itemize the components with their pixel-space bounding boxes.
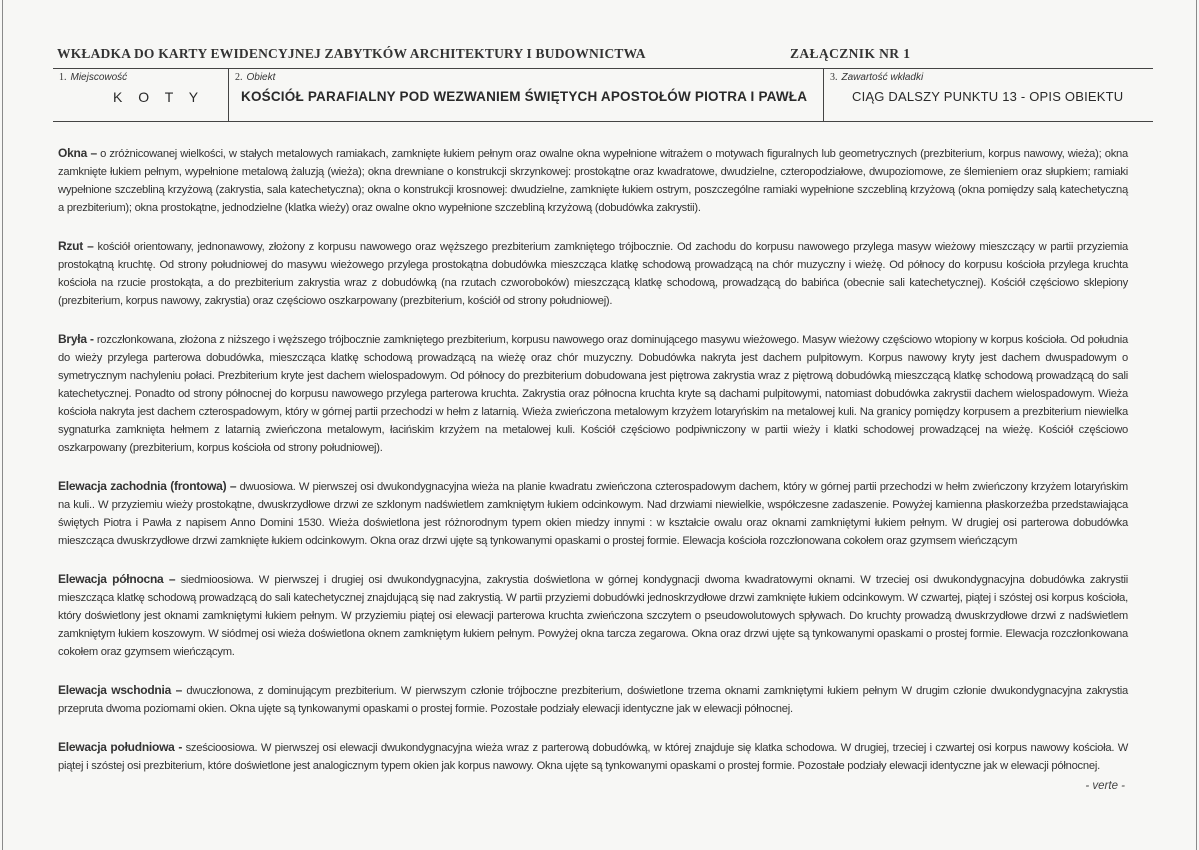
document-title: WKŁADKA DO KARTY EWIDENCYJNEJ ZABYTKÓW ARCHITEKTURY I BUDOWNICTWA <box>57 46 646 61</box>
attachment-label: ZAŁĄCZNIK NR 1 <box>790 46 911 61</box>
section-heading: Elewacja południowa - <box>58 740 183 754</box>
section-heading: Okna – <box>58 146 97 160</box>
section-text: kościół orientowany, jednonawowy, złożony z korpusu nawowego oraz węższego prezbiterium zamkniętego trójbocznie. Od zachodu do korpusu nawowego przylega masyw wieżowy mieszczący w partii przyziemia prostokątną kruchtę. Od strony południowej do masywu wieżowego przylega prostokątna dobudówka mieszcząca klatkę schodową prowadzącą na chór muzyczny i wieżę. Od północy do korpusu kościoła przylega kruchta kościoła na rzucie prostokąta, a do prezbiterium zakrystia wraz z dobudówką (na rzutach czworoboków) mieszczącą klatkę schodową, prowadzącą do babińca (obecnie sali katechetycznej). Kościół częściowo sklepiony (prezbiterium, korpus nawowy, zakrystia) oraz częściowo oszkarpowany (prezbiterium, kościół od strony południowej). <box>58 241 1129 307</box>
section-heading: Elewacja północna – <box>58 572 176 586</box>
section-text: siedmioosiowa. W pierwszej i drugiej osi dwukondygnacyjna, zakrystia doświetlona w górnej kondygnacji dwoma kwadratowymi oknami. W trzeciej osi dwukondygnacyjna dobudówka zakrystii mieszcząca klatkę schodową prowadzącą do sali katechetycznej znajdującą się nad zakrystią. W partii przyziemi dobudówki jednoskrzydłowe drzwi zamknięte łukiem odcinkowym. W czwartej, piątej i szóstej osi korpus kościoła, który doświetlony jest oknami zamkniętymi łukiem pełnym. W przyziemiu piątej osi elewacji parterowa kruchta zwieńczona szczytem o pseudowolutowych spływach. Do kruchty prowadzą dwuskrzydłowe drzwi z nadświetlem zamkniętym łukiem koszowym. W siódmej osi wieża doświetlona oknem zamkniętym łukiem pełnym. Powyżej okna tarcza zegarowa. Okna oraz drzwi ujęte są tynkowanymi opaskami o prostej formie. Elewacja rozczłonkowana cokołem oraz gzymsem wieńczącym. <box>58 574 1129 658</box>
page-footer: - verte - <box>1085 780 1125 792</box>
field-contents <box>823 69 1153 121</box>
field-number: 1. <box>59 72 67 83</box>
field-label: Zawartość wkładki <box>841 72 924 83</box>
field-number: 3. <box>830 72 838 83</box>
section-heading: Rzut – <box>58 239 94 253</box>
section-text: o zróżnicowanej wielkości, w stałych metalowych ramiakach, zamknięte łukiem pełnym oraz owalne okna wypełnione witrażem o motywach figuralnych lub geometrycznych (prezbiterium, korpus nawowy, wieża); okna zamknięte łukiem pełnym, wypełnione metalową żaluzją (wieża); okna drewniane o konstrukcji skrzynkowej: prostokątne oraz kwadratowe, dwudzielne, czteropodziałowe, dwupoziomowe, ze ślemieniem oraz słupkiem; ramiaki wypełnione szczebliną krzyżową (zakrystia, sala katechetyczna); okna o konstrukcji krosnowej: dwudzielne, zamknięte łukiem ostrym, poszczególne ramiaki wypełnione szczebliną krzyżową (okna pomiędzy salą katechetyczną a prezbiterium); okna prostokątne, jednodzielne (klatka wieży) oraz owalne okno wypełnione szczebliną krzyżową (dobudówka zakrystii). <box>58 148 1128 214</box>
field-object <box>228 69 823 121</box>
section-south-elevation <box>58 738 1128 775</box>
section-heading: Elewacja wschodnia – <box>58 683 183 697</box>
section-massing <box>58 330 1128 457</box>
section-text: dwuosiowa. W pierwszej osi dwukondygnacyjna wieża na planie kwadratu zwieńczona czterospadowym dachem, który w górnej partii przechodzi w hełm zwieńczony krzyżem lotaryńskim na kuli.. W przyziemiu wieży prostokątne, dwuskrzydłowe drzwi ze szklonym nadświetlem zamkniętym łukiem odcinkowym. Nad drzwiami niewielkie, współczesne zadaszenie. Powyżej kamienna płaskorzeźba przedstawiająca świętych Piotra i Pawła z napisem Anno Domini 1530. Wieża doświetlona jest różnorodnym typem okien miedzy innymi : w kształcie owalu oraz oknami zamkniętymi łukiem pełnym. W drugiej osi parterowa dobudówka mieszcząca dwuskrzydłowe drzwi zamknięte łukiem odcinkowym. Okna oraz drzwi ujęte są tynkowanymi opaskami o prostej formie. Elewacja kościoła rozczłonowana cokołem oraz gzymsem wieńczącym <box>58 481 1128 547</box>
section-west-elevation <box>58 477 1128 550</box>
field-label: Obiekt <box>246 72 276 83</box>
section-plan <box>58 237 1128 310</box>
section-north-elevation <box>58 570 1128 661</box>
section-east-elevation <box>58 681 1128 718</box>
field-label: Miejscowość <box>70 72 128 83</box>
field-value: K O T Y <box>113 89 205 105</box>
scan-edge-left <box>2 0 3 850</box>
header-table <box>53 68 1153 122</box>
scan-edge-right <box>1196 0 1197 850</box>
field-locality <box>53 69 228 121</box>
section-windows <box>58 144 1128 217</box>
section-text: rozczłonkowana, złożona z niższego i węższego trójbocznie zamkniętego prezbiterium, korpusu nawowego oraz dominującego masywu wieżowego. Masyw wieżowy częściowo wtopiony w korpus kościoła. Od południa do wieży przylega parterowa dobudówka, mieszcząca klatkę schodową prowadzącą na wieżę oraz chór muzyczny. Dobudówka nakryta jest dachem pulpitowym. Korpus nawowy kryty jest dachem dwuspadowym o symetrycznym nachyleniu połaci. Prezbiterium kryte jest dachem wielospadowym. Od północy do prezbiterium dobudowana jest piętrowa zakrystia wraz z piętrową dobudówką mieszczącą klatkę schodową prowadzącą do sali katechetycznej. Ponadto od strony północnej do korpusu nawowego przylega parterowa kruchta. Zakrystia oraz północna kruchta kryte są dachami pulpitowymi, natomiast dobudówka zakrystii dachem wielospadowym. Wieża kościoła nakryta jest dachem czterospadowym, który w górnej partii przechodzi w hełm z latarnią. Wieża zwieńczona metalowym krzyżem lotaryńskim na metalowej kuli. Na granicy pomiędzy korpusem a prezbiterium niewielka sygnaturka zamknięta hełmem z latarnią zwieńczona metalowym, łacińskim krzyżem na metalowej kuli. Kościół częściowo podpiwniczony w partii wieży i klatki schodowej prowadzącej na wieżę. Kościół częściowo oszkarpowany (prezbiterium, korpus kościoła od strony południowej). <box>58 334 1128 454</box>
section-heading: Bryła - <box>58 332 94 346</box>
section-text: sześcioosiowa. W pierwszej osi elewacji dwukondygnacyjna wieża wraz z parterową dobudówką, w której znajduje się klatka schodowa. W drugiej, trzeciej i czwartej osi korpus nawowy kościoła. W piątej i szóstej osi prezbiterium, które doświetlone jest analogicznym typem okien jak korpus nawowy. Okna ujęte są tynkowanymi opaskami o prostej formie. Pozostałe podziały elewacji identyczne jak w elewacji północnej. <box>58 742 1128 772</box>
section-text: dwuczłonowa, z dominującym prezbiterium. W pierwszym członie trójboczne prezbiterium, doświetlone trzema oknami zamkniętymi łukiem pełnym W drugim członie dwukondygnacyjna zakrystia przepruta dwoma poziomami okien. Okna ujęte są tynkowanymi opaskami o prostej formie. Pozostałe podziały elewacji identyczne jak w elewacji północnej. <box>58 685 1128 715</box>
field-number: 2. <box>235 72 243 83</box>
section-heading: Elewacja zachodnia (frontowa) – <box>58 479 237 493</box>
field-value: CIĄG DALSZY PUNKTU 13 - OPIS OBIEKTU <box>852 89 1124 104</box>
field-value: KOŚCIÓŁ PARAFIALNY POD WEZWANIEM ŚWIĘTYCH APOSTOŁÓW PIOTRA I PAWŁA <box>241 89 808 104</box>
description-body <box>58 144 1128 795</box>
